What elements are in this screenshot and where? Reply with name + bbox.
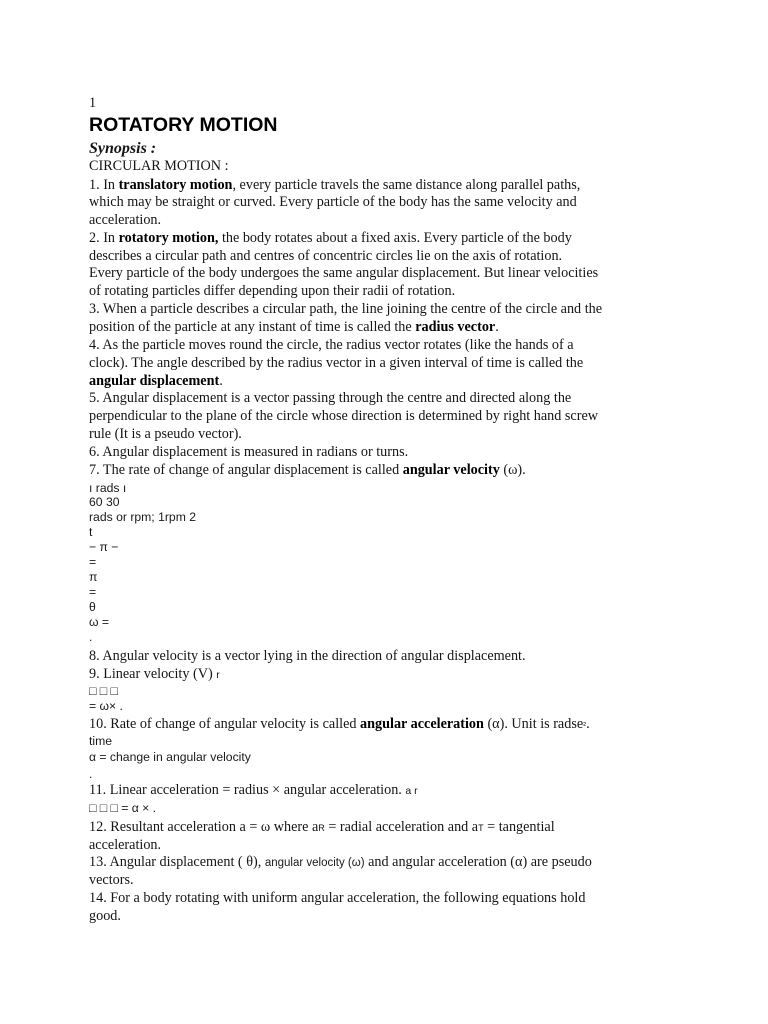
paragraph-8: 8. Angular velocity is a vector lying in the direction of angular displacement. bbox=[89, 648, 526, 664]
page-number: 1 bbox=[89, 95, 97, 111]
equation-fragment: = bbox=[89, 555, 97, 569]
equation-fragment: ω = bbox=[89, 615, 110, 629]
paragraph-12-line-2: acceleration. bbox=[89, 837, 162, 853]
paragraph-1-line-3: acceleration. bbox=[89, 212, 162, 228]
paragraph-2-line-4: of rotating particles differ depending upon their radii of rotation. bbox=[89, 283, 456, 299]
paragraph-7: 7. The rate of change of angular displacement is called angular velocity (ω). bbox=[89, 462, 526, 478]
equation-fragment: time bbox=[89, 734, 113, 748]
paragraph-2-line-2: describes a circular path and centres of concentric circles lie on the axis of rotation. bbox=[89, 248, 563, 264]
paragraph-2-line-1: 2. In rotatory motion, the body rotates about a fixed axis. Every particle of the body bbox=[89, 230, 572, 246]
synopsis-heading: Synopsis : bbox=[89, 140, 157, 157]
equation-fragment: t bbox=[89, 525, 93, 539]
paragraph-6: 6. Angular displacement is measured in radians or turns. bbox=[89, 444, 409, 460]
equation-fragment: π bbox=[89, 570, 98, 584]
paragraph-11: 11. Linear acceleration = radius × angular acceleration. a r bbox=[89, 782, 418, 798]
section-heading: CIRCULAR MOTION : bbox=[89, 158, 229, 174]
equation-fragment: = bbox=[89, 585, 97, 599]
paragraph-4-line-3: angular displacement. bbox=[89, 373, 223, 389]
paragraph-3-line-1: 3. When a particle describes a circular path, the line joining the centre of the circle and the bbox=[89, 301, 603, 317]
paragraph-4-line-2: clock). The angle described by the radius vector in a given interval of time is called the bbox=[89, 355, 584, 371]
paragraph-3-line-2: position of the particle at any instant of time is called the radius vector. bbox=[89, 319, 499, 335]
equation-fragment: α = change in angular velocity bbox=[89, 750, 251, 764]
equation-fragment: θ bbox=[89, 600, 96, 614]
paragraph-13-line-1: 13. Angular displacement ( θ), angular velocity (ω) and angular acceleration (α) are pseudo bbox=[89, 854, 592, 870]
paragraph-4-line-1: 4. As the particle moves round the circle, the radius vector rotates (like the hands of a bbox=[89, 337, 574, 353]
equation-fragment: − π − bbox=[89, 540, 119, 554]
paragraph-13-line-2: vectors. bbox=[89, 872, 134, 888]
paragraph-5-line-3: rule (It is a pseudo vector). bbox=[89, 426, 242, 442]
paragraph-1-line-2: which may be straight or curved. Every particle of the body has the same velocity and bbox=[89, 194, 577, 210]
paragraph-12-line-1: 12. Resultant acceleration a = ω where aR = radial acceleration and aT = tangential bbox=[89, 819, 555, 835]
page-title: ROTATORY MOTION bbox=[89, 114, 278, 136]
equation-fragment: = ω× . bbox=[89, 699, 123, 713]
paragraph-14-line-1: 14. For a body rotating with uniform angular acceleration, the following equations hold bbox=[89, 890, 586, 906]
equation-fragment: □ □ □ bbox=[89, 684, 118, 698]
equation-fragment: rads or rpm; 1rpm 2 bbox=[89, 510, 197, 524]
paragraph-14-line-2: good. bbox=[89, 908, 121, 924]
equation-fragment: ı rads ı bbox=[89, 481, 127, 495]
equation-fragment: □ □ □ = α × . bbox=[89, 801, 157, 815]
paragraph-2-line-3: Every particle of the body undergoes the same angular displacement. But linear velocities bbox=[89, 265, 599, 281]
paragraph-10: 10. Rate of change of angular velocity is called angular acceleration (α). Unit is radse². bbox=[89, 716, 590, 732]
equation-fragment: . bbox=[89, 630, 93, 644]
paragraph-1-line-1: 1. In translatory motion, every particle travels the same distance along parallel paths, bbox=[89, 177, 581, 193]
paragraph-5-line-1: 5. Angular displacement is a vector passing through the centre and directed along the bbox=[89, 390, 572, 406]
paragraph-5-line-2: perpendicular to the plane of the circle whose direction is determined by right hand screw bbox=[89, 408, 598, 424]
paragraph-9: 9. Linear velocity (V) r bbox=[89, 666, 220, 682]
equation-fragment: 60 30 bbox=[89, 495, 120, 509]
equation-fragment: . bbox=[89, 767, 93, 781]
